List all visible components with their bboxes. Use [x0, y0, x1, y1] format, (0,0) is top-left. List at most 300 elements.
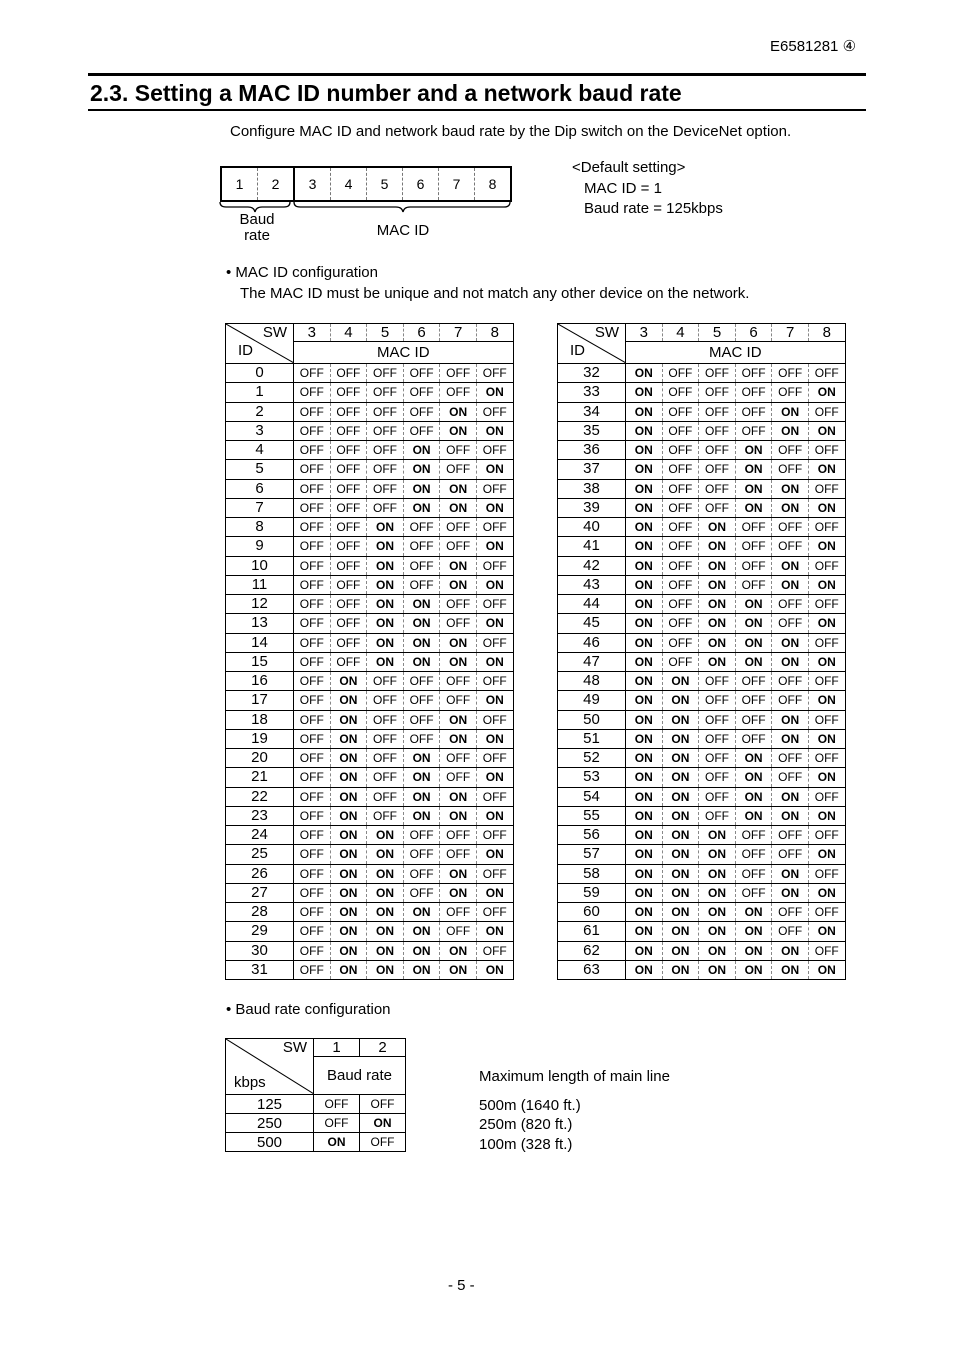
switch-state: OFF [662, 402, 699, 421]
switch-state: ON [735, 614, 772, 633]
mac-id-value: 55 [558, 806, 626, 825]
mac-id-value: 31 [226, 960, 294, 979]
switch-state: OFF [440, 441, 477, 460]
switch-state: OFF [476, 672, 513, 691]
switch-state: ON [699, 614, 736, 633]
mac-id-value: 46 [558, 633, 626, 652]
switch-state: ON [476, 383, 513, 402]
switch-state: ON [735, 903, 772, 922]
dip-position-5: 5 [367, 168, 403, 200]
table-row [558, 787, 846, 806]
mac-id-value: 40 [558, 518, 626, 537]
switch-state: OFF [808, 479, 845, 498]
switch-state: OFF [440, 614, 477, 633]
switch-state: OFF [294, 787, 331, 806]
table-row [558, 941, 846, 960]
switch-state: OFF [367, 806, 404, 825]
switch-state: ON [626, 672, 663, 691]
switch-state: ON [367, 556, 404, 575]
section-title: 2.3. Setting a MAC ID number and a network baud rate [90, 80, 682, 106]
switch-state: OFF [772, 537, 809, 556]
mac-id-value: 9 [226, 537, 294, 556]
mac-id-value: 41 [558, 537, 626, 556]
switch-state: OFF [772, 460, 809, 479]
baud-rate-label [228, 212, 286, 244]
switch-state: ON [367, 595, 404, 614]
switch-state: ON [476, 960, 513, 979]
switch-state: OFF [294, 710, 331, 729]
switch-state: OFF [403, 729, 440, 748]
switch-state: OFF [367, 787, 404, 806]
corner-id-label: ID [570, 342, 585, 359]
switch-state: OFF [772, 441, 809, 460]
switch-state: OFF [294, 826, 331, 845]
table-row [226, 749, 514, 768]
switch-state: OFF [403, 383, 440, 402]
switch-state: ON [808, 691, 845, 710]
switch-state: OFF [330, 460, 367, 479]
switch-state: OFF [403, 883, 440, 902]
mac-id-value: 29 [226, 922, 294, 941]
switch-state: ON [626, 749, 663, 768]
switch-state: OFF [294, 614, 331, 633]
table-row [558, 595, 846, 614]
mac-id-value: 11 [226, 575, 294, 594]
switch-state: OFF [440, 383, 477, 402]
mac-id-value: 39 [558, 498, 626, 517]
mac-id-value: 6 [226, 479, 294, 498]
switch-state: ON [772, 787, 809, 806]
switch-state: OFF [440, 749, 477, 768]
baud-kbps-value: 500 [226, 1133, 314, 1152]
switch-state: ON [367, 922, 404, 941]
switch-state: OFF [662, 633, 699, 652]
table-row [226, 826, 514, 845]
table-row [558, 806, 846, 825]
switch-state: ON [662, 845, 699, 864]
switch-state: ON [735, 806, 772, 825]
table-corner-cell [226, 324, 294, 364]
switch-state: OFF [772, 922, 809, 941]
switch-state: ON [808, 768, 845, 787]
default-heading: <Default setting> [572, 159, 686, 176]
switch-state: OFF [294, 518, 331, 537]
switch-state: OFF [772, 826, 809, 845]
switch-header-8: 8 [808, 324, 845, 342]
switch-state: OFF [440, 903, 477, 922]
switch-state: ON [440, 498, 477, 517]
switch-state: OFF [735, 672, 772, 691]
switch-state: ON [367, 845, 404, 864]
mac-id-value: 52 [558, 749, 626, 768]
switch-state: OFF [403, 537, 440, 556]
switch-state: ON [626, 479, 663, 498]
switch-state: OFF [367, 383, 404, 402]
mac-config-note: The MAC ID must be unique and not match any other device on the network. [240, 285, 750, 302]
switch-state: ON [735, 460, 772, 479]
baud-label-line1: Baud [239, 211, 275, 228]
mac-id-value: 19 [226, 729, 294, 748]
mac-id-value: 60 [558, 903, 626, 922]
switch-state: OFF [294, 498, 331, 517]
mac-id-value: 5 [226, 460, 294, 479]
switch-state: OFF [367, 691, 404, 710]
switch-state: OFF [294, 691, 331, 710]
switch-state: OFF [808, 672, 845, 691]
switch-state: ON [699, 652, 736, 671]
table-corner-cell [558, 324, 626, 364]
switch-state: OFF [294, 633, 331, 652]
switch-state: OFF [808, 941, 845, 960]
switch-state: ON [735, 768, 772, 787]
switch-state: OFF [367, 768, 404, 787]
baud-label-line2: rate [244, 227, 270, 244]
mac-id-value: 20 [226, 749, 294, 768]
switch-state: ON [367, 960, 404, 979]
switch-state: ON [772, 421, 809, 440]
switch-state: OFF [294, 960, 331, 979]
switch-state: ON [403, 441, 440, 460]
switch-state: OFF [735, 421, 772, 440]
switch-state: ON [367, 941, 404, 960]
switch-state: OFF [476, 941, 513, 960]
table-row [226, 537, 514, 556]
switch-state: OFF [699, 768, 736, 787]
switch-state: ON [808, 922, 845, 941]
switch-state: OFF [360, 1133, 406, 1152]
switch-state: OFF [662, 441, 699, 460]
switch-state: ON [735, 749, 772, 768]
switch-state: OFF [772, 518, 809, 537]
switch-state: OFF [403, 556, 440, 575]
switch-state: ON [367, 537, 404, 556]
switch-state: ON [476, 729, 513, 748]
switch-state: ON [772, 652, 809, 671]
switch-state: OFF [367, 672, 404, 691]
switch-state: ON [662, 826, 699, 845]
switch-state: ON [735, 787, 772, 806]
switch-state: ON [626, 806, 663, 825]
mac-id-value: 16 [226, 672, 294, 691]
mac-id-value: 33 [558, 383, 626, 402]
switch-state: ON [403, 652, 440, 671]
switch-state: OFF [699, 460, 736, 479]
table-row [226, 787, 514, 806]
switch-state: OFF [440, 922, 477, 941]
mac-id-value: 57 [558, 845, 626, 864]
switch-state: ON [440, 402, 477, 421]
mac-id-value: 30 [226, 941, 294, 960]
switch-state: ON [403, 595, 440, 614]
switch-state: OFF [476, 441, 513, 460]
switch-state: OFF [330, 633, 367, 652]
switch-state: ON [403, 460, 440, 479]
dip-position-4: 4 [331, 168, 367, 200]
baud-rate-header: Baud rate [314, 1057, 406, 1095]
table-row [226, 652, 514, 671]
switch-state: OFF [367, 479, 404, 498]
mac-id-value: 23 [226, 806, 294, 825]
switch-state: ON [626, 402, 663, 421]
switch-state: ON [476, 537, 513, 556]
table-row [226, 1095, 406, 1114]
switch-state: OFF [294, 402, 331, 421]
baud-rate-table [225, 1038, 406, 1152]
switch-header-6: 6 [735, 324, 772, 342]
mac-id-value: 37 [558, 460, 626, 479]
switch-state: OFF [294, 903, 331, 922]
switch-state: ON [403, 941, 440, 960]
table-row [226, 903, 514, 922]
switch-state: ON [403, 787, 440, 806]
switch-state: OFF [476, 595, 513, 614]
switch-state: ON [699, 518, 736, 537]
switch-state: ON [662, 691, 699, 710]
table-row [558, 402, 846, 421]
switch-state: ON [330, 845, 367, 864]
title-rule [88, 109, 866, 111]
switch-state: ON [476, 652, 513, 671]
switch-state: OFF [330, 479, 367, 498]
switch-state: OFF [476, 633, 513, 652]
switch-state: OFF [476, 749, 513, 768]
switch-state: ON [626, 864, 663, 883]
switch-state: ON [735, 479, 772, 498]
switch-state: ON [772, 864, 809, 883]
table-row [226, 922, 514, 941]
switch-state: ON [626, 960, 663, 979]
mac-id-value: 35 [558, 421, 626, 440]
switch-state: OFF [330, 575, 367, 594]
switch-state: OFF [440, 691, 477, 710]
switch-state: ON [626, 383, 663, 402]
switch-state: ON [330, 864, 367, 883]
switch-state: ON [699, 633, 736, 652]
corner-sw-label: SW [594, 324, 619, 341]
switch-state: ON [772, 479, 809, 498]
top-rule [88, 73, 866, 76]
switch-state: OFF [735, 402, 772, 421]
switch-state: OFF [808, 364, 845, 383]
switch-state: ON [403, 749, 440, 768]
switch-state: ON [662, 922, 699, 941]
switch-state: OFF [662, 575, 699, 594]
switch-state: ON [735, 941, 772, 960]
mac-id-value: 17 [226, 691, 294, 710]
switch-state: OFF [367, 498, 404, 517]
switch-state: ON [772, 575, 809, 594]
switch-state: ON [626, 498, 663, 517]
switch-state: OFF [662, 364, 699, 383]
switch-state: ON [367, 903, 404, 922]
table-row [558, 749, 846, 768]
switch-state: OFF [735, 729, 772, 748]
switch-state: OFF [772, 672, 809, 691]
switch-state: OFF [294, 595, 331, 614]
switch-state: OFF [294, 922, 331, 941]
switch-state: OFF [735, 383, 772, 402]
table-row [558, 460, 846, 479]
switch-state: OFF [367, 729, 404, 748]
switch-state: OFF [699, 749, 736, 768]
mac-id-value: 50 [558, 710, 626, 729]
switch-state: ON [699, 575, 736, 594]
switch-state: OFF [476, 710, 513, 729]
table-row [226, 595, 514, 614]
mac-id-table-0-31 [225, 323, 514, 980]
switch-state: ON [662, 864, 699, 883]
switch-state: ON [808, 845, 845, 864]
switch-state: ON [626, 518, 663, 537]
switch-state: OFF [735, 845, 772, 864]
switch-state: ON [476, 575, 513, 594]
table-row [226, 672, 514, 691]
switch-state: ON [360, 1114, 406, 1133]
switch-state: ON [699, 903, 736, 922]
table-row [226, 498, 514, 517]
switch-state: ON [699, 864, 736, 883]
switch-state: OFF [330, 364, 367, 383]
switch-state: ON [330, 691, 367, 710]
switch-state: OFF [294, 864, 331, 883]
switch-state: OFF [699, 672, 736, 691]
table-row [558, 826, 846, 845]
mac-id-value: 59 [558, 883, 626, 902]
intro-text: Configure MAC ID and network baud rate by the Dip switch on the DeviceNet option. [230, 123, 792, 140]
switch-state: ON [330, 672, 367, 691]
mac-id-value: 3 [226, 421, 294, 440]
table-row [226, 941, 514, 960]
table-row [558, 729, 846, 748]
mac-id-value: 26 [226, 864, 294, 883]
switch-state: OFF [330, 652, 367, 671]
switch-state: ON [735, 922, 772, 941]
switch-state: OFF [808, 710, 845, 729]
switch-state: ON [367, 575, 404, 594]
switch-state: ON [772, 883, 809, 902]
switch-state: OFF [294, 806, 331, 825]
switch-state: OFF [294, 421, 331, 440]
mac-id-value: 0 [226, 364, 294, 383]
table-row [226, 710, 514, 729]
switch-state: ON [699, 537, 736, 556]
switch-state: OFF [699, 402, 736, 421]
table-row [558, 845, 846, 864]
switch-state: ON [626, 633, 663, 652]
switch-state: OFF [330, 383, 367, 402]
switch-state: OFF [403, 421, 440, 440]
switch-state: OFF [294, 768, 331, 787]
switch-state: ON [772, 729, 809, 748]
switch-state: ON [403, 903, 440, 922]
table-row [558, 479, 846, 498]
switch-state: ON [699, 922, 736, 941]
switch-state: OFF [367, 364, 404, 383]
switch-state: OFF [367, 460, 404, 479]
switch-state: OFF [808, 556, 845, 575]
switch-state: OFF [440, 537, 477, 556]
switch-state: OFF [808, 633, 845, 652]
switch-state: OFF [772, 614, 809, 633]
switch-state: ON [808, 575, 845, 594]
mac-id-value: 62 [558, 941, 626, 960]
switch-state: OFF [808, 826, 845, 845]
switch-state: OFF [808, 441, 845, 460]
switch-state: OFF [440, 460, 477, 479]
switch-state: OFF [735, 575, 772, 594]
switch-state: OFF [294, 556, 331, 575]
switch-state: ON [662, 941, 699, 960]
switch-state: ON [772, 710, 809, 729]
switch-state: ON [403, 806, 440, 825]
switch-state: OFF [403, 518, 440, 537]
table-row [226, 460, 514, 479]
switch-state: OFF [330, 518, 367, 537]
switch-state: ON [403, 498, 440, 517]
switch-state: OFF [294, 383, 331, 402]
table-row [558, 960, 846, 979]
max-length-250: 250m (820 ft.) [479, 1116, 573, 1133]
switch-state: ON [699, 595, 736, 614]
switch-state: OFF [699, 479, 736, 498]
switch-state: ON [440, 575, 477, 594]
switch-state: ON [626, 537, 663, 556]
switch-state: ON [772, 806, 809, 825]
switch-state: OFF [294, 479, 331, 498]
switch-state: ON [699, 883, 736, 902]
mac-id-value: 48 [558, 672, 626, 691]
switch-state: OFF [699, 498, 736, 517]
mac-id-value: 2 [226, 402, 294, 421]
switch-state: ON [330, 768, 367, 787]
switch-state: ON [440, 652, 477, 671]
switch-state: ON [662, 729, 699, 748]
switch-state: OFF [808, 402, 845, 421]
switch-state: OFF [772, 383, 809, 402]
table-row [226, 441, 514, 460]
switch-state: OFF [476, 518, 513, 537]
switch-state: ON [662, 960, 699, 979]
switch-state: ON [772, 960, 809, 979]
switch-state: OFF [330, 614, 367, 633]
switch-state: OFF [330, 441, 367, 460]
table-row [558, 441, 846, 460]
switch-state: OFF [403, 691, 440, 710]
mac-config-heading: • MAC ID configuration [226, 264, 378, 281]
switch-state: ON [476, 922, 513, 941]
switch-state: ON [330, 826, 367, 845]
switch-state: ON [403, 922, 440, 941]
switch-state: ON [735, 633, 772, 652]
max-length-125: 500m (1640 ft.) [479, 1097, 581, 1114]
mac-id-value: 56 [558, 826, 626, 845]
switch-state: ON [626, 691, 663, 710]
table-row [226, 845, 514, 864]
mac-id-value: 34 [558, 402, 626, 421]
switch-state: ON [330, 749, 367, 768]
table-row [558, 883, 846, 902]
switch-state: ON [699, 845, 736, 864]
switch-state: OFF [772, 691, 809, 710]
switch-header-8: 8 [476, 324, 513, 342]
mac-id-value: 12 [226, 595, 294, 614]
table-row [558, 421, 846, 440]
switch-state: ON [626, 595, 663, 614]
switch-state: ON [330, 960, 367, 979]
table-row [558, 575, 846, 594]
switch-state: OFF [330, 556, 367, 575]
switch-state: OFF [476, 864, 513, 883]
